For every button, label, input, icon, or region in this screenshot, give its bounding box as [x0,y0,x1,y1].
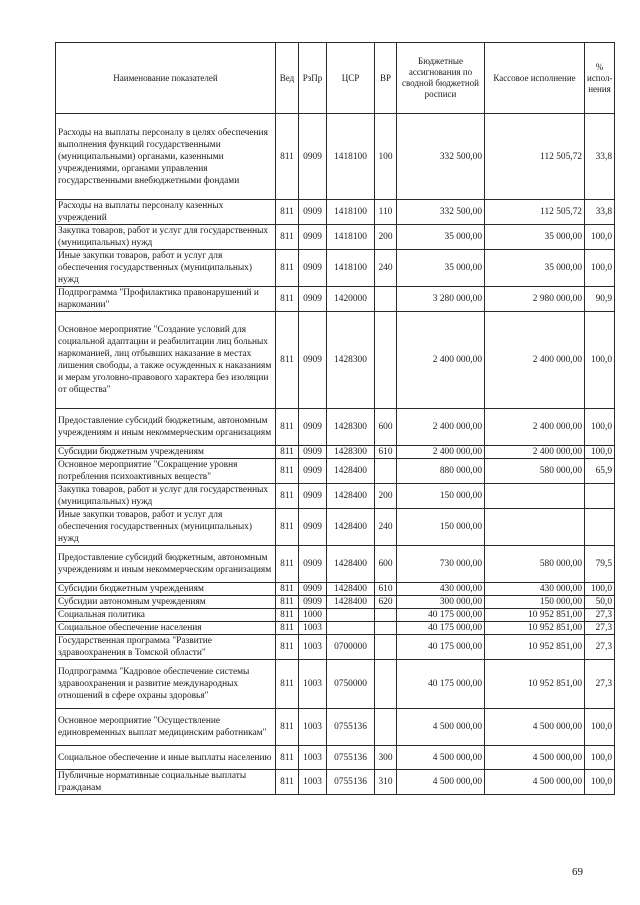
table-row [56,622,615,635]
cell-pct: 65,9 [585,459,615,484]
cell-name: Субсидии бюджетным учреждениям [56,583,276,596]
table-row [56,287,615,312]
cell-csr: 1420000 [327,287,375,312]
cell-budget: 40 175 000,00 [397,635,485,660]
cell-budget: 300 000,00 [397,596,485,609]
cell-rzpr: 0909 [299,546,327,583]
cell-ved: 811 [276,770,299,795]
cell-rzpr: 0909 [299,409,327,446]
cell-vr [375,459,397,484]
cell-budget: 3 280 000,00 [397,287,485,312]
cell-csr: 0755136 [327,746,375,770]
cell-csr [327,609,375,622]
cell-cash: 580 000,00 [485,459,585,484]
cell-name: Социальное обеспечение населения [56,622,276,635]
cell-cash: 430 000,00 [485,583,585,596]
cell-pct: 27,3 [585,609,615,622]
cell-name: Расходы на выплаты персоналу казенных учреждений [56,200,276,225]
cell-rzpr: 0909 [299,509,327,546]
cell-pct: 100,0 [585,770,615,795]
header-vr: ВР [375,43,397,114]
cell-budget: 35 000,00 [397,250,485,287]
cell-name: Закупка товаров, работ и услуг для государственных (муниципальных) нужд [56,225,276,250]
table-row [56,509,615,546]
cell-ved: 811 [276,609,299,622]
table-body [56,114,615,795]
cell-vr [375,312,397,409]
cell-rzpr: 0909 [299,225,327,250]
cell-pct: 27,3 [585,660,615,709]
cell-cash: 150 000,00 [485,596,585,609]
cell-name: Основное мероприятие "Сокращение уровня потребления психоактивных веществ" [56,459,276,484]
cell-csr: 1428400 [327,484,375,509]
cell-budget: 150 000,00 [397,484,485,509]
cell-ved: 811 [276,459,299,484]
cell-pct [585,484,615,509]
cell-budget: 150 000,00 [397,509,485,546]
cell-pct: 100,0 [585,709,615,746]
cell-csr: 1418100 [327,200,375,225]
cell-cash: 112 505,72 [485,114,585,200]
cell-budget: 40 175 000,00 [397,622,485,635]
cell-pct: 100,0 [585,312,615,409]
table-row [56,709,615,746]
cell-pct: 33,8 [585,114,615,200]
cell-name: Закупка товаров, работ и услуг для государственных (муниципальных) нужд [56,484,276,509]
cell-cash: 35 000,00 [485,250,585,287]
cell-ved: 811 [276,622,299,635]
cell-cash [485,484,585,509]
cell-rzpr: 1003 [299,635,327,660]
cell-cash: 10 952 851,00 [485,660,585,709]
cell-pct: 100,0 [585,225,615,250]
cell-ved: 811 [276,546,299,583]
cell-pct [585,509,615,546]
table-row [56,312,615,409]
cell-ved: 811 [276,746,299,770]
page-number: 69 [572,866,583,878]
header-csr: ЦСР [327,43,375,114]
cell-cash: 35 000,00 [485,225,585,250]
cell-name: Социальная политика [56,609,276,622]
cell-cash: 10 952 851,00 [485,609,585,622]
cell-csr: 1418100 [327,114,375,200]
cell-vr [375,609,397,622]
header-budget: Бюджетные ассигнования по сводной бюджетной росписи [397,43,485,114]
cell-csr: 0755136 [327,770,375,795]
cell-vr: 610 [375,446,397,459]
cell-vr: 600 [375,546,397,583]
table-row [56,484,615,509]
table-row [56,409,615,446]
cell-vr: 610 [375,583,397,596]
cell-name: Предоставление субсидий бюджетным, автономным учреждениям и иным некоммерческим организациям [56,546,276,583]
cell-vr: 240 [375,509,397,546]
cell-vr [375,287,397,312]
cell-vr: 620 [375,596,397,609]
table-row [56,114,615,200]
cell-rzpr: 0909 [299,583,327,596]
cell-pct: 100,0 [585,446,615,459]
cell-rzpr: 1003 [299,660,327,709]
table-row [56,596,615,609]
cell-vr: 200 [375,225,397,250]
header-name: Наименование показателей [56,43,276,114]
cell-ved: 811 [276,250,299,287]
cell-name: Публичные нормативные социальные выплаты гражданам [56,770,276,795]
cell-ved: 811 [276,596,299,609]
table-row [56,225,615,250]
cell-ved: 811 [276,660,299,709]
table-row [56,200,615,225]
cell-vr [375,635,397,660]
cell-name: Иные закупки товаров, работ и услуг для обеспечения государственных (муниципальных) нужд [56,250,276,287]
cell-pct: 100,0 [585,409,615,446]
table-row [56,770,615,795]
cell-name: Предоставление субсидий бюджетным, автономным учреждениям и иным некоммерческим организациям [56,409,276,446]
cell-rzpr: 1000 [299,609,327,622]
table-row [56,546,615,583]
header-pct: % испол-нения [585,43,615,114]
table-row [56,583,615,596]
cell-vr [375,660,397,709]
cell-pct: 100,0 [585,583,615,596]
cell-ved: 811 [276,583,299,596]
cell-rzpr: 0909 [299,287,327,312]
cell-rzpr: 0909 [299,446,327,459]
cell-ved: 811 [276,114,299,200]
cell-rzpr: 0909 [299,250,327,287]
cell-name: Основное мероприятие "Осуществление единовременных выплат медицинским работникам" [56,709,276,746]
cell-vr: 240 [375,250,397,287]
cell-name: Основное мероприятие "Создание условий для социальной адаптации и реабилитации лиц больных наркоманией, лиц отбывших наказание в местах лишения свободы, а также осужденных к наказаниям и мерам уголовно-правового характера без изоляции от общества" [56,312,276,409]
cell-pct: 27,3 [585,635,615,660]
cell-budget: 4 500 000,00 [397,770,485,795]
cell-name: Расходы на выплаты персоналу в целях обеспечения выполнения функций государственными (муниципальными) органами, казенными учреждениями, органами управления государственными внебюджетными фондами [56,114,276,200]
cell-budget: 4 500 000,00 [397,709,485,746]
cell-name: Подпрограмма "Кадровое обеспечение системы здравоохранения и развитие международных отношений в сфере охраны здоровья" [56,660,276,709]
cell-cash: 2 400 000,00 [485,409,585,446]
cell-budget: 332 500,00 [397,200,485,225]
cell-rzpr: 0909 [299,114,327,200]
cell-vr: 100 [375,114,397,200]
cell-csr: 1428300 [327,409,375,446]
cell-budget: 2 400 000,00 [397,409,485,446]
cell-vr [375,709,397,746]
cell-ved: 811 [276,287,299,312]
cell-pct: 100,0 [585,250,615,287]
header-cash: Кассовое исполнение [485,43,585,114]
cell-cash: 2 400 000,00 [485,312,585,409]
header-ved: Вед [276,43,299,114]
cell-csr: 1428400 [327,459,375,484]
cell-budget: 2 400 000,00 [397,446,485,459]
cell-csr: 1428400 [327,509,375,546]
cell-rzpr: 0909 [299,312,327,409]
cell-pct: 33,8 [585,200,615,225]
cell-vr: 200 [375,484,397,509]
cell-budget: 730 000,00 [397,546,485,583]
cell-pct: 79,5 [585,546,615,583]
cell-budget: 35 000,00 [397,225,485,250]
table-row [56,446,615,459]
cell-vr: 600 [375,409,397,446]
cell-cash: 2 980 000,00 [485,287,585,312]
cell-csr: 1418100 [327,250,375,287]
cell-csr: 0750000 [327,660,375,709]
cell-budget: 2 400 000,00 [397,312,485,409]
cell-rzpr: 1003 [299,746,327,770]
cell-pct: 90,9 [585,287,615,312]
cell-cash: 4 500 000,00 [485,770,585,795]
table-row [56,250,615,287]
cell-name: Подпрограмма "Профилактика правонарушений и наркомании" [56,287,276,312]
cell-cash: 4 500 000,00 [485,709,585,746]
cell-csr: 1428300 [327,312,375,409]
cell-name: Государственная программа "Развитие здравоохранения в Томской области" [56,635,276,660]
header-rzpr: РзПр [299,43,327,114]
cell-name: Субсидии бюджетным учреждениям [56,446,276,459]
cell-ved: 811 [276,635,299,660]
cell-rzpr: 0909 [299,484,327,509]
cell-cash: 4 500 000,00 [485,746,585,770]
cell-csr: 1428300 [327,446,375,459]
cell-name: Иные закупки товаров, работ и услуг для обеспечения государственных (муниципальных) нужд [56,509,276,546]
cell-ved: 811 [276,200,299,225]
cell-csr: 1428400 [327,546,375,583]
cell-cash: 112 505,72 [485,200,585,225]
cell-name: Социальное обеспечение и иные выплаты населению [56,746,276,770]
cell-cash: 2 400 000,00 [485,446,585,459]
cell-budget: 332 500,00 [397,114,485,200]
cell-name: Субсидии автономным учреждениям [56,596,276,609]
cell-ved: 811 [276,409,299,446]
cell-csr: 1428400 [327,583,375,596]
cell-pct: 100,0 [585,746,615,770]
cell-csr: 1418100 [327,225,375,250]
cell-pct: 50,0 [585,596,615,609]
cell-cash: 580 000,00 [485,546,585,583]
cell-budget: 4 500 000,00 [397,746,485,770]
cell-vr [375,622,397,635]
cell-csr: 0755136 [327,709,375,746]
cell-rzpr: 1003 [299,709,327,746]
cell-ved: 811 [276,509,299,546]
table-row [56,746,615,770]
cell-csr [327,622,375,635]
cell-pct: 27,3 [585,622,615,635]
cell-rzpr: 1003 [299,622,327,635]
budget-table [55,42,615,795]
cell-ved: 811 [276,484,299,509]
cell-rzpr: 0909 [299,459,327,484]
cell-cash: 10 952 851,00 [485,622,585,635]
cell-vr: 310 [375,770,397,795]
cell-cash [485,509,585,546]
cell-vr: 110 [375,200,397,225]
cell-ved: 811 [276,312,299,409]
cell-csr: 0700000 [327,635,375,660]
cell-rzpr: 0909 [299,596,327,609]
cell-ved: 811 [276,709,299,746]
table-row [56,459,615,484]
table-row [56,660,615,709]
cell-rzpr: 1003 [299,770,327,795]
cell-budget: 880 000,00 [397,459,485,484]
cell-budget: 40 175 000,00 [397,660,485,709]
cell-rzpr: 0909 [299,200,327,225]
header-row [56,43,615,114]
cell-csr: 1428400 [327,596,375,609]
cell-ved: 811 [276,446,299,459]
cell-budget: 40 175 000,00 [397,609,485,622]
table-row [56,609,615,622]
cell-ved: 811 [276,225,299,250]
table-row [56,635,615,660]
cell-cash: 10 952 851,00 [485,635,585,660]
cell-vr: 300 [375,746,397,770]
cell-budget: 430 000,00 [397,583,485,596]
